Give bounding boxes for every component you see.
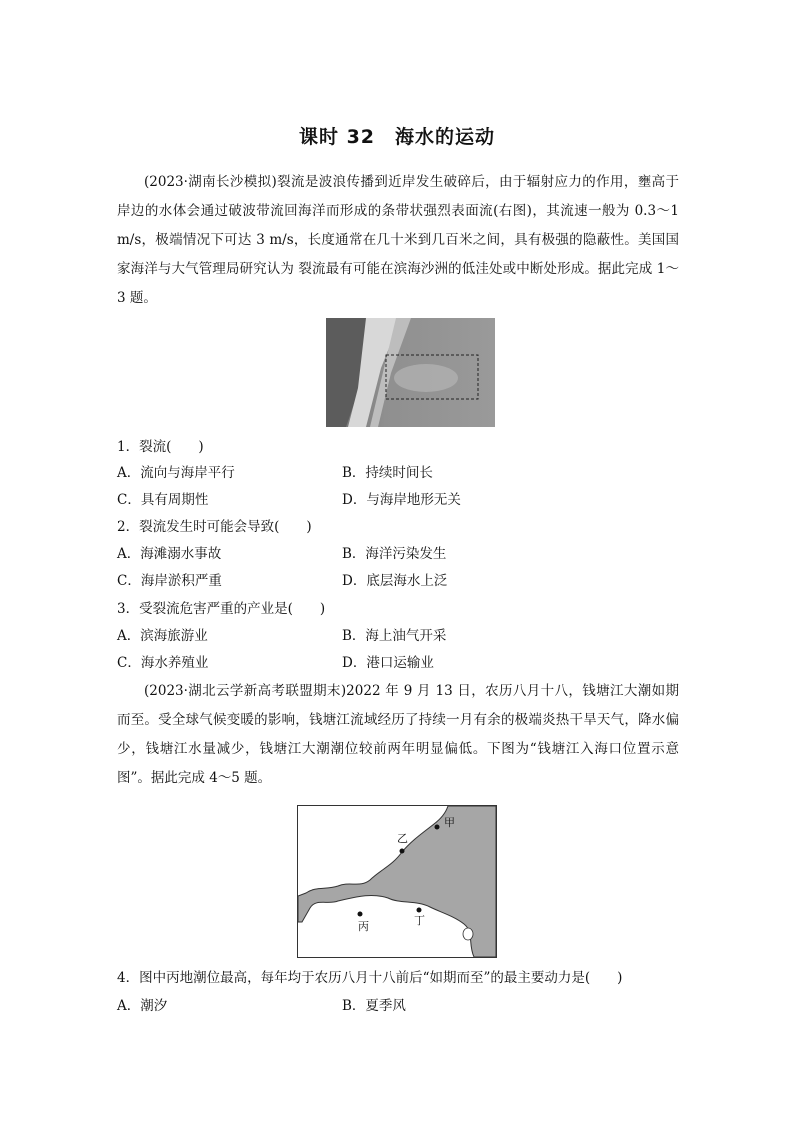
label-jia: 甲 <box>444 816 455 829</box>
question-3-option-a: A．滨海旅游业 <box>117 628 208 644</box>
question-2-option-d: D．底层海水上泛 <box>342 573 448 589</box>
qiantang-estuary-map <box>297 805 497 958</box>
island <box>463 928 473 940</box>
question-1-option-b: B．持续时间长 <box>342 465 433 481</box>
passage-qiantang-tide: (2023·湖北云学新高考联盟期末)2022 年 9 月 13 日，农历八月十八，钱塘江大潮如期而至。受全球气候变暖的影响，钱塘江流域经历了持续一月有余的极端炎热干旱天气，降水偏少，钱塘江水量减少，钱塘江大潮潮位较前两年明显偏低。下图为“钱塘江入海口位置示意图”。据此完成 4～5 题。 <box>117 683 679 786</box>
question-2-option-c: C．海岸淤积严重 <box>117 573 222 589</box>
question-2-option-b: B．海洋污染发生 <box>342 546 447 562</box>
passage-rip-current: (2023·湖南长沙模拟)裂流是波浪传播到近岸发生破碎后，由于辐射应力的作用，壅高于岸边的水体会通过破波带流回海洋而形成的条带状强烈表面流(右图)，其流速一般为 0.3～1 m/s，极端情况下可达 3 m/s，长度通常在几十米到几百米之间，具有极强的隐蔽性。美国国家海洋与大气管理局研究认为 裂流最有可能在滨海沙洲的低洼处或中断处形成。据此完成 1～3 题。 <box>117 174 679 306</box>
label-yi: 乙 <box>397 832 408 845</box>
question-4-option-a: A．潮汐 <box>117 998 168 1014</box>
question-4-stem: 4．图中丙地潮位最高，每年均于农历八月十八前后“如期而至”的最主要动力是( ) <box>117 970 623 986</box>
question-1-option-a: A．流向与海岸平行 <box>117 465 235 481</box>
question-3-option-d: D．港口运输业 <box>342 655 434 671</box>
question-1-option-d: D．与海岸地形无关 <box>342 492 461 508</box>
question-3-option-b: B．海上油气开采 <box>342 628 447 644</box>
question-1-option-c: C．具有周期性 <box>117 492 209 508</box>
question-4-option-b: B．夏季风 <box>342 998 406 1014</box>
point-ding <box>417 908 422 913</box>
lesson-title: 课时 32 海水的运动 <box>298 126 496 148</box>
question-2-option-a: A．海滩溺水事故 <box>117 546 222 562</box>
question-3-option-c: C．海水养殖业 <box>117 655 209 671</box>
estuary-map-graphic <box>298 806 496 957</box>
rip-current-photo <box>326 318 495 427</box>
question-3-stem: 3．受裂流危害严重的产业是( ) <box>117 601 326 617</box>
question-2-stem: 2．裂流发生时可能会导致( ) <box>117 519 312 535</box>
question-1-stem: 1．裂流( ) <box>117 439 204 455</box>
point-yi <box>400 849 405 854</box>
label-bing: 丙 <box>358 920 369 933</box>
label-ding: 丁 <box>414 914 425 927</box>
point-bing <box>358 912 363 917</box>
point-jia <box>435 825 440 830</box>
